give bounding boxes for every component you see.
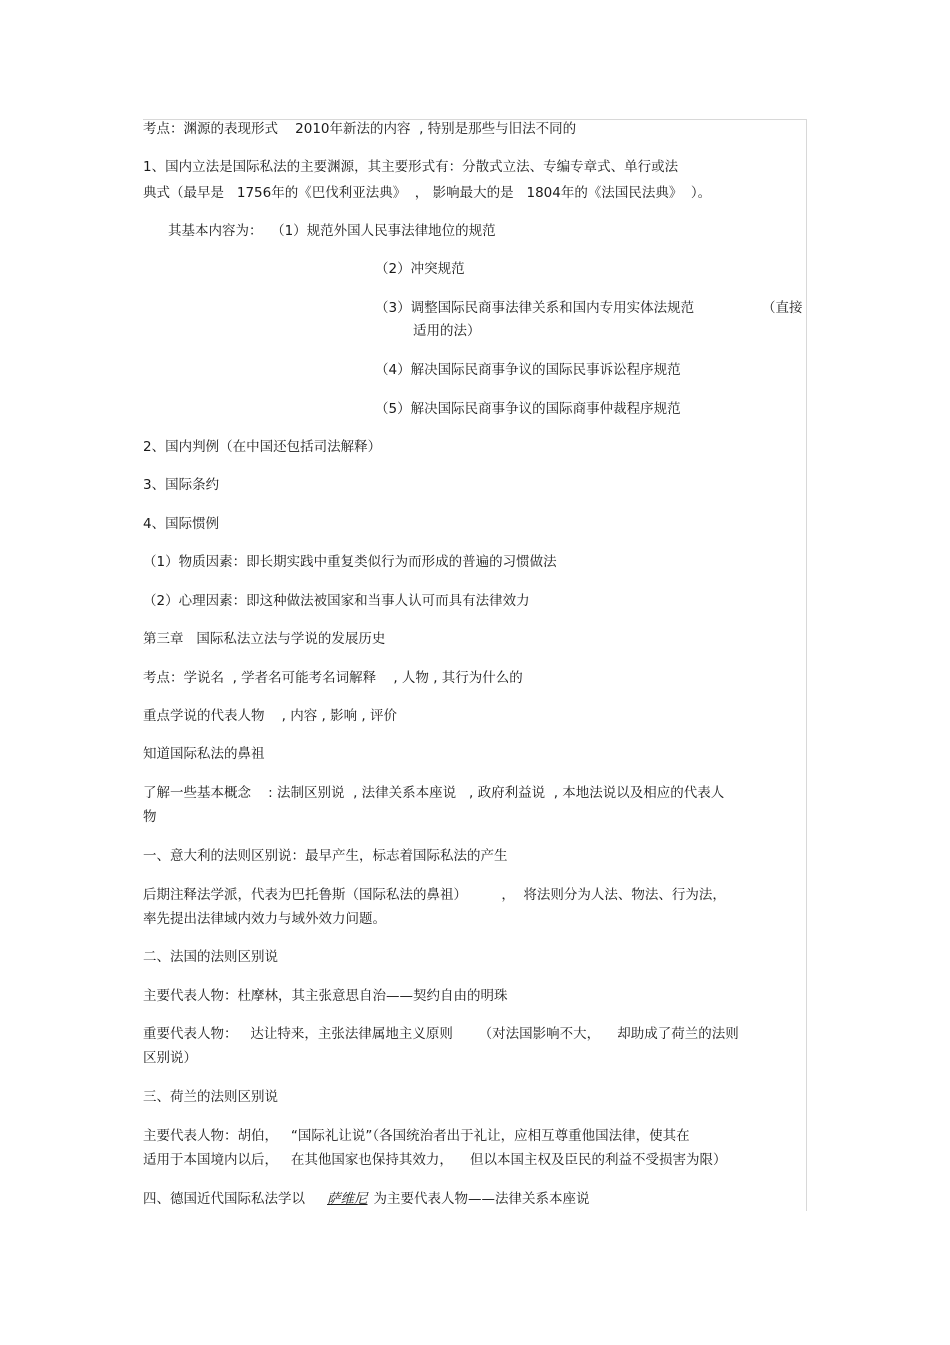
exam-point-line: 考点：渊源的表现形式 2010年新法的内容 , 特别是那些与旧法不同的 [143, 121, 577, 137]
basic-content-item-3-note: （直接 [762, 300, 803, 316]
france-statute-theory-heading: 二、法国的法则区别说 [143, 949, 278, 965]
basic-content-item-2: （2）冲突规范 [375, 261, 465, 277]
material-factor-line: （1）物质因素：即长期实践中重复类似行为而形成的普遍的习惯做法 [143, 554, 557, 570]
international-custom-line: 4、国际惯例 [143, 516, 220, 532]
huber-line-1: 主要代表人物：胡伯， “国际礼让说”（各国统治者出于礼让，应相互尊重他国法律，使其在 [143, 1128, 690, 1144]
basic-content-item-3-cont: 适用的法） [413, 323, 481, 339]
netherlands-statute-theory-heading: 三、荷兰的法则区别说 [143, 1089, 278, 1105]
psychological-factor-line: （2）心理因素：即这种做法被国家和当事人认可而具有法律效力 [143, 593, 530, 609]
domestic-case-law-line: 2、国内判例（在中国还包括司法解释） [143, 439, 382, 455]
germany-heading-prefix: 四、德国近代国际私法学以 [143, 1191, 305, 1207]
dumoulin-line: 主要代表人物：杜摩林，其主张意思自治——契约自由的明珠 [143, 988, 508, 1004]
germany-heading [143, 1191, 590, 1207]
basic-concepts-line-1: 了解一些基本概念 : 法制区别说 , 法律关系本座说 , 政府利益说 , 本地法说以及相应的代表人 [143, 785, 725, 801]
page-frame-right-border [806, 119, 807, 1211]
huber-line-2: 适用于本国境内以后， 在其他国家也保持其效力， 但以本国主权及臣民的利益不受损害为限） [143, 1152, 727, 1168]
savigny-name: 萨维尼 [327, 1191, 368, 1207]
dargentre-line-1: 重要代表人物： 达让特来，主张法律属地主义原则 （对法国影响不大， 却助成了荷兰的法则 [143, 1026, 739, 1042]
key-doctrines-line: 重点学说的代表人物 , 内容 , 影响 , 评价 [143, 708, 397, 724]
domestic-legislation-line-1: 1、国内立法是国际私法的主要渊源，其主要形式有：分散式立法、专编专章式、单行或法 [143, 159, 679, 175]
bartolus-line-1: 后期注释法学派，代表为巴托鲁斯（国际私法的鼻祖） ， 将法则分为人法、物法、行为法， [143, 887, 726, 903]
chapter-three-heading: 第三章 国际私法立法与学说的发展历史 [143, 631, 386, 647]
basic-content-item-5: （5）解决国际民商事争议的国际商事仲裁程序规范 [375, 401, 681, 417]
bartolus-line-2: 率先提出法律域内效力与域外效力问题。 [143, 911, 386, 927]
chapter-exam-point-line: 考点：学说名 , 学者名可能考名词解释 , 人物 , 其行为什么的 [143, 670, 523, 686]
founder-line: 知道国际私法的鼻祖 [143, 746, 265, 762]
page-frame-top-border [143, 119, 807, 120]
domestic-legislation-line-2: 典式（最早是 1756年的《巴伐利亚法典》 ， 影响最大的是 1804年的《法国民法典》 ）。 [143, 185, 712, 201]
germany-heading-suffix: 为主要代表人物——法律关系本座说 [373, 1191, 590, 1207]
italy-statute-theory-heading: 一、意大利的法则区别说：最早产生，标志着国际私法的产生 [143, 848, 508, 864]
basic-concepts-line-2: 物 [143, 809, 157, 825]
dargentre-line-2: 区别说） [143, 1050, 197, 1066]
international-treaty-line: 3、国际条约 [143, 477, 220, 493]
basic-content-item-1: 其基本内容为： （1）规范外国人民事法律地位的规范 [168, 223, 496, 239]
basic-content-item-4: （4）解决国际民商事争议的国际民事诉讼程序规范 [375, 362, 681, 378]
basic-content-item-3: （3）调整国际民商事法律关系和国内专用实体法规范 [375, 300, 695, 316]
